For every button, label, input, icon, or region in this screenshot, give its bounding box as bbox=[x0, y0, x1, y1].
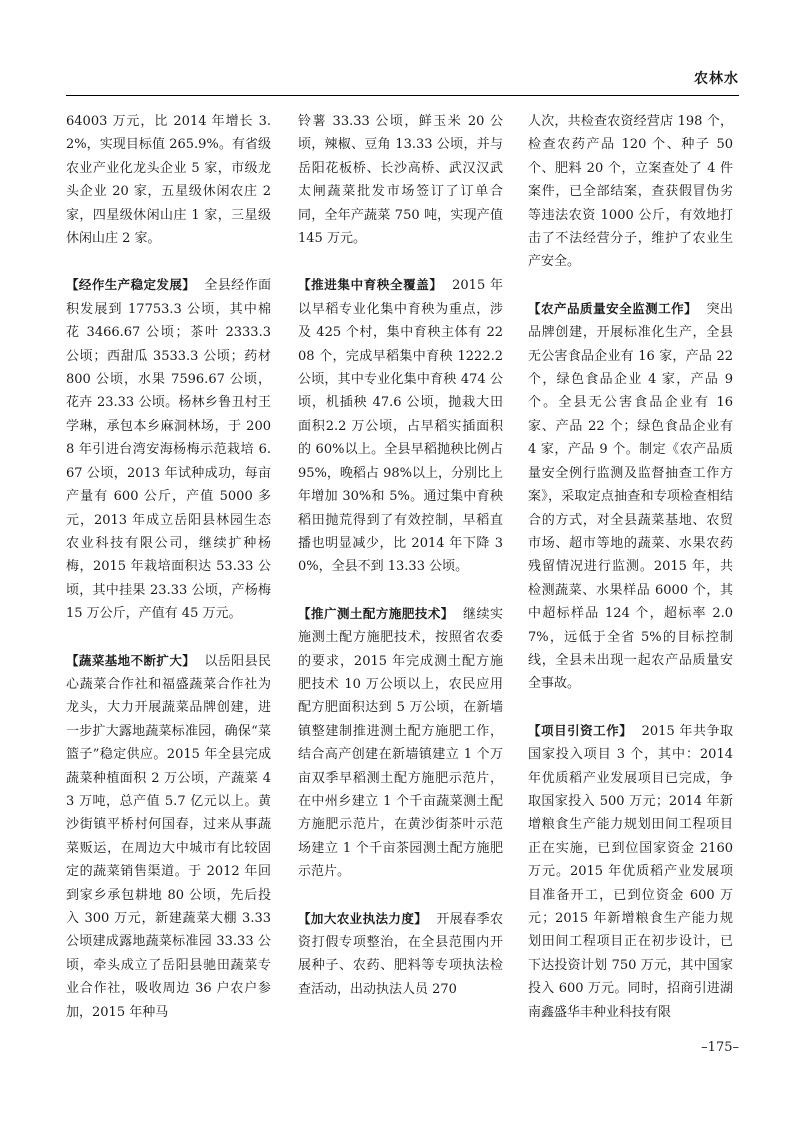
paragraph bbox=[66, 110, 271, 250]
paragraph bbox=[528, 297, 733, 696]
paragraph-text: 突出品牌创建，开展标准化生产，全县无公害食品企业有 16 家，产品 22 个，绿色食品企业 4 家，产品 9 个。全县无公害食品企业有 16 家、产品 22 个；绿色食品企业有 4 家，产品 9 个。制定《农产品质量安全例行监测及监督抽查工作方案》，采取定点抽查和专项检查相结合的方式，对全县蔬菜基地、农贸市场、超市等地的蔬菜、水果农药残留情况进行监测。2015 年，共检测蔬菜、水果样品 6000 个，其中超标样品 124 个，超标率 2.07%，远低于全省 5%的目标控制线，全县未出现一起农产品质量安全事故。 bbox=[528, 301, 733, 692]
text-column-3 bbox=[528, 110, 733, 1024]
paragraph bbox=[66, 273, 271, 625]
paragraph bbox=[528, 719, 733, 1024]
section-heading: 【推进集中育秧全覆盖】 bbox=[298, 277, 443, 293]
section-heading: 【蔬菜基地不断扩大】 bbox=[66, 652, 196, 668]
paragraph-text: 人次，共检查农资经营店 198 个，检查农药产品 120 个、种子 50 个、肥料 20 个，立案查处了 4 件案件，已全部结案，查获假冒伪劣等违法农资 1000 公斤，有效地打击了不法经营分子，维护了农业生产安全。 bbox=[528, 114, 733, 270]
paragraph bbox=[298, 273, 503, 578]
paragraph-text: 2015 年共争取国家投入项目 3 个，其中：2014 年优质稻产业发展项目已完成，争取国家投入 500 万元；2014 年新增粮食生产能力规划田间工程项目正在实施，已到位国家资金 2160 万元。2015 年优质稻产业发展项目准备开工，已到位资金 600 万元；2015 年新增粮食生产能力规划田间工程项目正在初步设计，已下达投资计划 750 万元，其中国家投入 600 万元。同时，招商引进湖南鑫盛华丰种业科技有限 bbox=[528, 723, 733, 1020]
text-column-2 bbox=[298, 110, 503, 1001]
paragraph bbox=[298, 602, 503, 884]
paragraph bbox=[66, 649, 271, 1025]
paragraph-text: 64003 万元，比 2014 年增长 3.2%，实现目标值 265.9%。有省级农业产业化龙头企业 5 家，市级龙头企业 20 家，五星级休闲农庄 2 家，四星级休闲山庄 1 家，三星级休闲山庄 2 家。 bbox=[66, 114, 271, 247]
paragraph-text: 全县经作面积发展到 17753.3 公顷，其中棉花 3466.67 公顷；茶叶 2333.3 公顷；西甜瓜 3533.3 公顷；药材 800 公顷，水果 7596.67 公顷，花卉 23.33 公顷。杨林乡鲁丑村王学琳，承包本乡麻洞林场，于 2008 年引进台湾安海杨梅示范栽培 6.67 公顷，2013 年试种成功，每亩产量有 600 公斤，产值 5000 多元，2013 年成立岳阳县林园生态农业科技有限公司，继续扩种杨梅，2015 年栽培面积达 53.33 公顷，其中挂果 23.33 公顷，产杨梅 15 万公斤，产值有 45 万元。 bbox=[66, 278, 271, 622]
paragraph-text: 以岳阳县民心蔬菜合作社和福盛蔬菜合作社为龙头，大力开展蔬菜品牌创建，进一步扩大露地蔬菜标准园，确保“菜篮子”稳定供应。2015 年全县完成蔬菜种植面积 2 万公顷，产蔬菜 43 万吨，总产值 5.7 亿元以上。黄沙街镇平桥村何国春，过来从事蔬菜贩运，在周边大中城市有比较固定的蔬菜销售渠道。于 2012 年回到家乡承包耕地 80 公顷，先后投入 300 万元，新建蔬菜大棚 3.33 公顷建成露地蔬菜标准园 33.33 公顷，牵头成立了岳阳县驰田蔬菜专业合作社，吸收周边 36 户农户参加，2015 年种马 bbox=[66, 653, 271, 1020]
page-number: –175– bbox=[701, 1040, 739, 1055]
section-heading: 【推广测土配方施肥技术】 bbox=[298, 605, 454, 621]
section-heading: 【经作生产稳定发展】 bbox=[66, 277, 196, 293]
text-column-1 bbox=[66, 110, 271, 1024]
section-heading: 【项目引资工作】 bbox=[528, 722, 633, 738]
section-title: 农林水 bbox=[694, 71, 739, 87]
running-header bbox=[66, 64, 739, 96]
paragraph bbox=[298, 110, 503, 250]
section-heading: 【农产品质量安全监测工作】 bbox=[528, 300, 698, 316]
paragraph bbox=[298, 907, 503, 1002]
header-rule bbox=[66, 95, 739, 96]
paragraph-text: 2015 年以早稻专业化集中育秧为重点，涉及 425 个村，集中育秧主体有 2208 个，完成早稻集中育秧 1222.2 公顷，其中专业化集中育秧 474 公顷，机插秧 47.6 公顷，抛栽大田面积2.2 万公顷，占早稻实插面积的 60%以上。全县早稻抛秧比例占 95%，晚稻占 98%以上，分别比上年增加 30%和 5%。通过集中育秧稻田抛荒得到了有效控制，早稻直播也明显减少，比 2014 年下降 30%，全县不到 13.33 公顷。 bbox=[298, 278, 503, 575]
paragraph-text: 开展春季农资打假专项整治，在全县范围内开展种子、农药、肥料等专项执法检查活动，出动执法人员 270 bbox=[298, 911, 503, 997]
paragraph-text: 铃薯 33.33 公顷，鲜玉米 20 公顷，辣椒、豆角 13.33 公顷，并与岳阳花板桥、长沙高桥、武汉汉武太闸蔬菜批发市场签订了订单合同，全年产蔬菜 750 吨，实现产值 145 万元。 bbox=[298, 114, 503, 247]
paragraph bbox=[528, 110, 733, 274]
section-heading: 【加大农业执法力度】 bbox=[298, 910, 428, 926]
paragraph-text: 继续实施测土配方施肥技术，按照省农委的要求，2015 年完成测土配方施肥技术 10 万公顷以上，农民应用配方肥面积达到 5 万公顷，在新墙镇整建制推进测土配方施肥工作，结合高产创建在新墙镇建立 1 个万亩双季早稻测土配方施肥示范片，在中州乡建立 1 个千亩蔬菜测土配方施肥示范片，在黄沙街茶叶示范场建立 1 个千亩茶园测土配方施肥示范片。 bbox=[298, 606, 503, 880]
